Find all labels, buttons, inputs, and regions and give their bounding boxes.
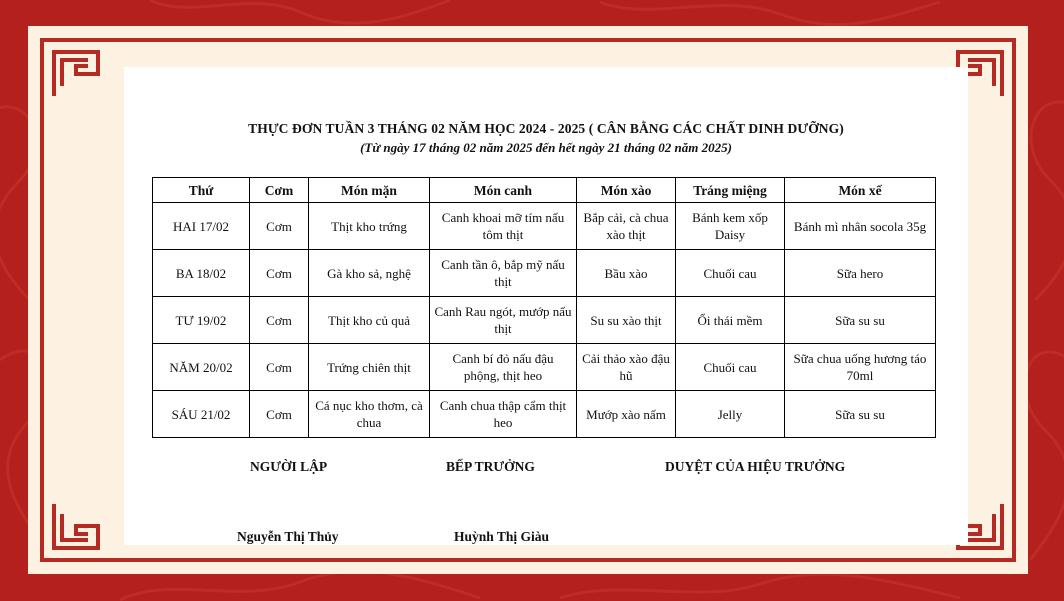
cell-main-dish: Cá nục kho thơm, cà chua bbox=[309, 391, 430, 438]
cell-afternoon-snack: Sữa su su bbox=[785, 391, 936, 438]
document-title: THỰC ĐƠN TUẦN 3 THÁNG 02 NĂM HỌC 2024 - 2025 ( CÂN BẰNG CÁC CHẤT DINH DƯỠNG) bbox=[248, 121, 844, 136]
cell-dessert: Chuối cau bbox=[676, 344, 785, 391]
cell-dessert: Jelly bbox=[676, 391, 785, 438]
cell-day: NĂM 20/02 bbox=[153, 344, 250, 391]
cell-afternoon-snack: Sữa hero bbox=[785, 250, 936, 297]
header-stir-fry: Món xào bbox=[577, 178, 676, 203]
cell-rice: Cơm bbox=[250, 297, 309, 344]
menu-sheet bbox=[124, 67, 968, 545]
cell-day: TƯ 19/02 bbox=[153, 297, 250, 344]
chef-title: BẾP TRƯỞNG bbox=[446, 459, 535, 474]
cell-stir-fry: Mướp xào nấm bbox=[577, 391, 676, 438]
table-row bbox=[153, 391, 936, 438]
cell-afternoon-snack: Sữa chua uống hương táo 70ml bbox=[785, 344, 936, 391]
cell-dessert: Ổi thái mềm bbox=[676, 297, 785, 344]
cell-soup: Canh Rau ngót, mướp nấu thịt bbox=[430, 297, 577, 344]
cell-day: HAI 17/02 bbox=[153, 203, 250, 250]
cell-stir-fry: Cải thảo xào đậu hũ bbox=[577, 344, 676, 391]
table-row bbox=[153, 297, 936, 344]
header-dessert: Tráng miệng bbox=[676, 178, 785, 203]
cell-day: BA 18/02 bbox=[153, 250, 250, 297]
weekly-menu-table bbox=[152, 177, 936, 438]
cell-rice: Cơm bbox=[250, 344, 309, 391]
cell-main-dish: Trứng chiên thịt bbox=[309, 344, 430, 391]
cell-stir-fry: Bầu xào bbox=[577, 250, 676, 297]
cell-main-dish: Gà kho sả, nghệ bbox=[309, 250, 430, 297]
cell-soup: Canh chua thập cẩm thịt heo bbox=[430, 391, 577, 438]
cell-stir-fry: Su su xào thịt bbox=[577, 297, 676, 344]
principal-approval-title: DUYỆT CỦA HIỆU TRƯỞNG bbox=[665, 459, 846, 474]
cell-soup: Canh tần ô, bắp mỹ nấu thịt bbox=[430, 250, 577, 297]
cell-day: SÁU 21/02 bbox=[153, 391, 250, 438]
header-day: Thứ bbox=[153, 178, 250, 203]
cell-rice: Cơm bbox=[250, 203, 309, 250]
cell-stir-fry: Bắp cải, cà chua xào thịt bbox=[577, 203, 676, 250]
cell-afternoon-snack: Bánh mì nhân socola 35g bbox=[785, 203, 936, 250]
cell-dessert: Chuối cau bbox=[676, 250, 785, 297]
cell-main-dish: Thịt kho củ quả bbox=[309, 297, 430, 344]
preparer-name: Nguyễn Thị Thủy bbox=[237, 529, 339, 544]
cell-afternoon-snack: Sữa su su bbox=[785, 297, 936, 344]
preparer-title: NGƯỜI LẬP bbox=[250, 459, 328, 474]
table-row bbox=[153, 250, 936, 297]
cell-soup: Canh bí đỏ nấu đậu phộng, thịt heo bbox=[430, 344, 577, 391]
table-row bbox=[153, 203, 936, 250]
cell-dessert: Bánh kem xốp Daisy bbox=[676, 203, 785, 250]
header-afternoon-snack: Món xế bbox=[785, 178, 936, 203]
header-soup: Món canh bbox=[430, 178, 577, 203]
cell-soup: Canh khoai mỡ tím nấu tôm thịt bbox=[430, 203, 577, 250]
chef-name: Huỳnh Thị Giàu bbox=[454, 529, 550, 544]
table-header-row bbox=[153, 178, 936, 203]
table-row bbox=[153, 344, 936, 391]
cell-rice: Cơm bbox=[250, 250, 309, 297]
cell-rice: Cơm bbox=[250, 391, 309, 438]
header-rice: Cơm bbox=[250, 178, 309, 203]
document-subtitle: (Từ ngày 17 tháng 02 năm 2025 đến hết ngày 21 tháng 02 năm 2025) bbox=[360, 140, 732, 155]
header-main-dish: Món mặn bbox=[309, 178, 430, 203]
decorative-frame bbox=[28, 26, 1028, 574]
cell-main-dish: Thịt kho trứng bbox=[309, 203, 430, 250]
